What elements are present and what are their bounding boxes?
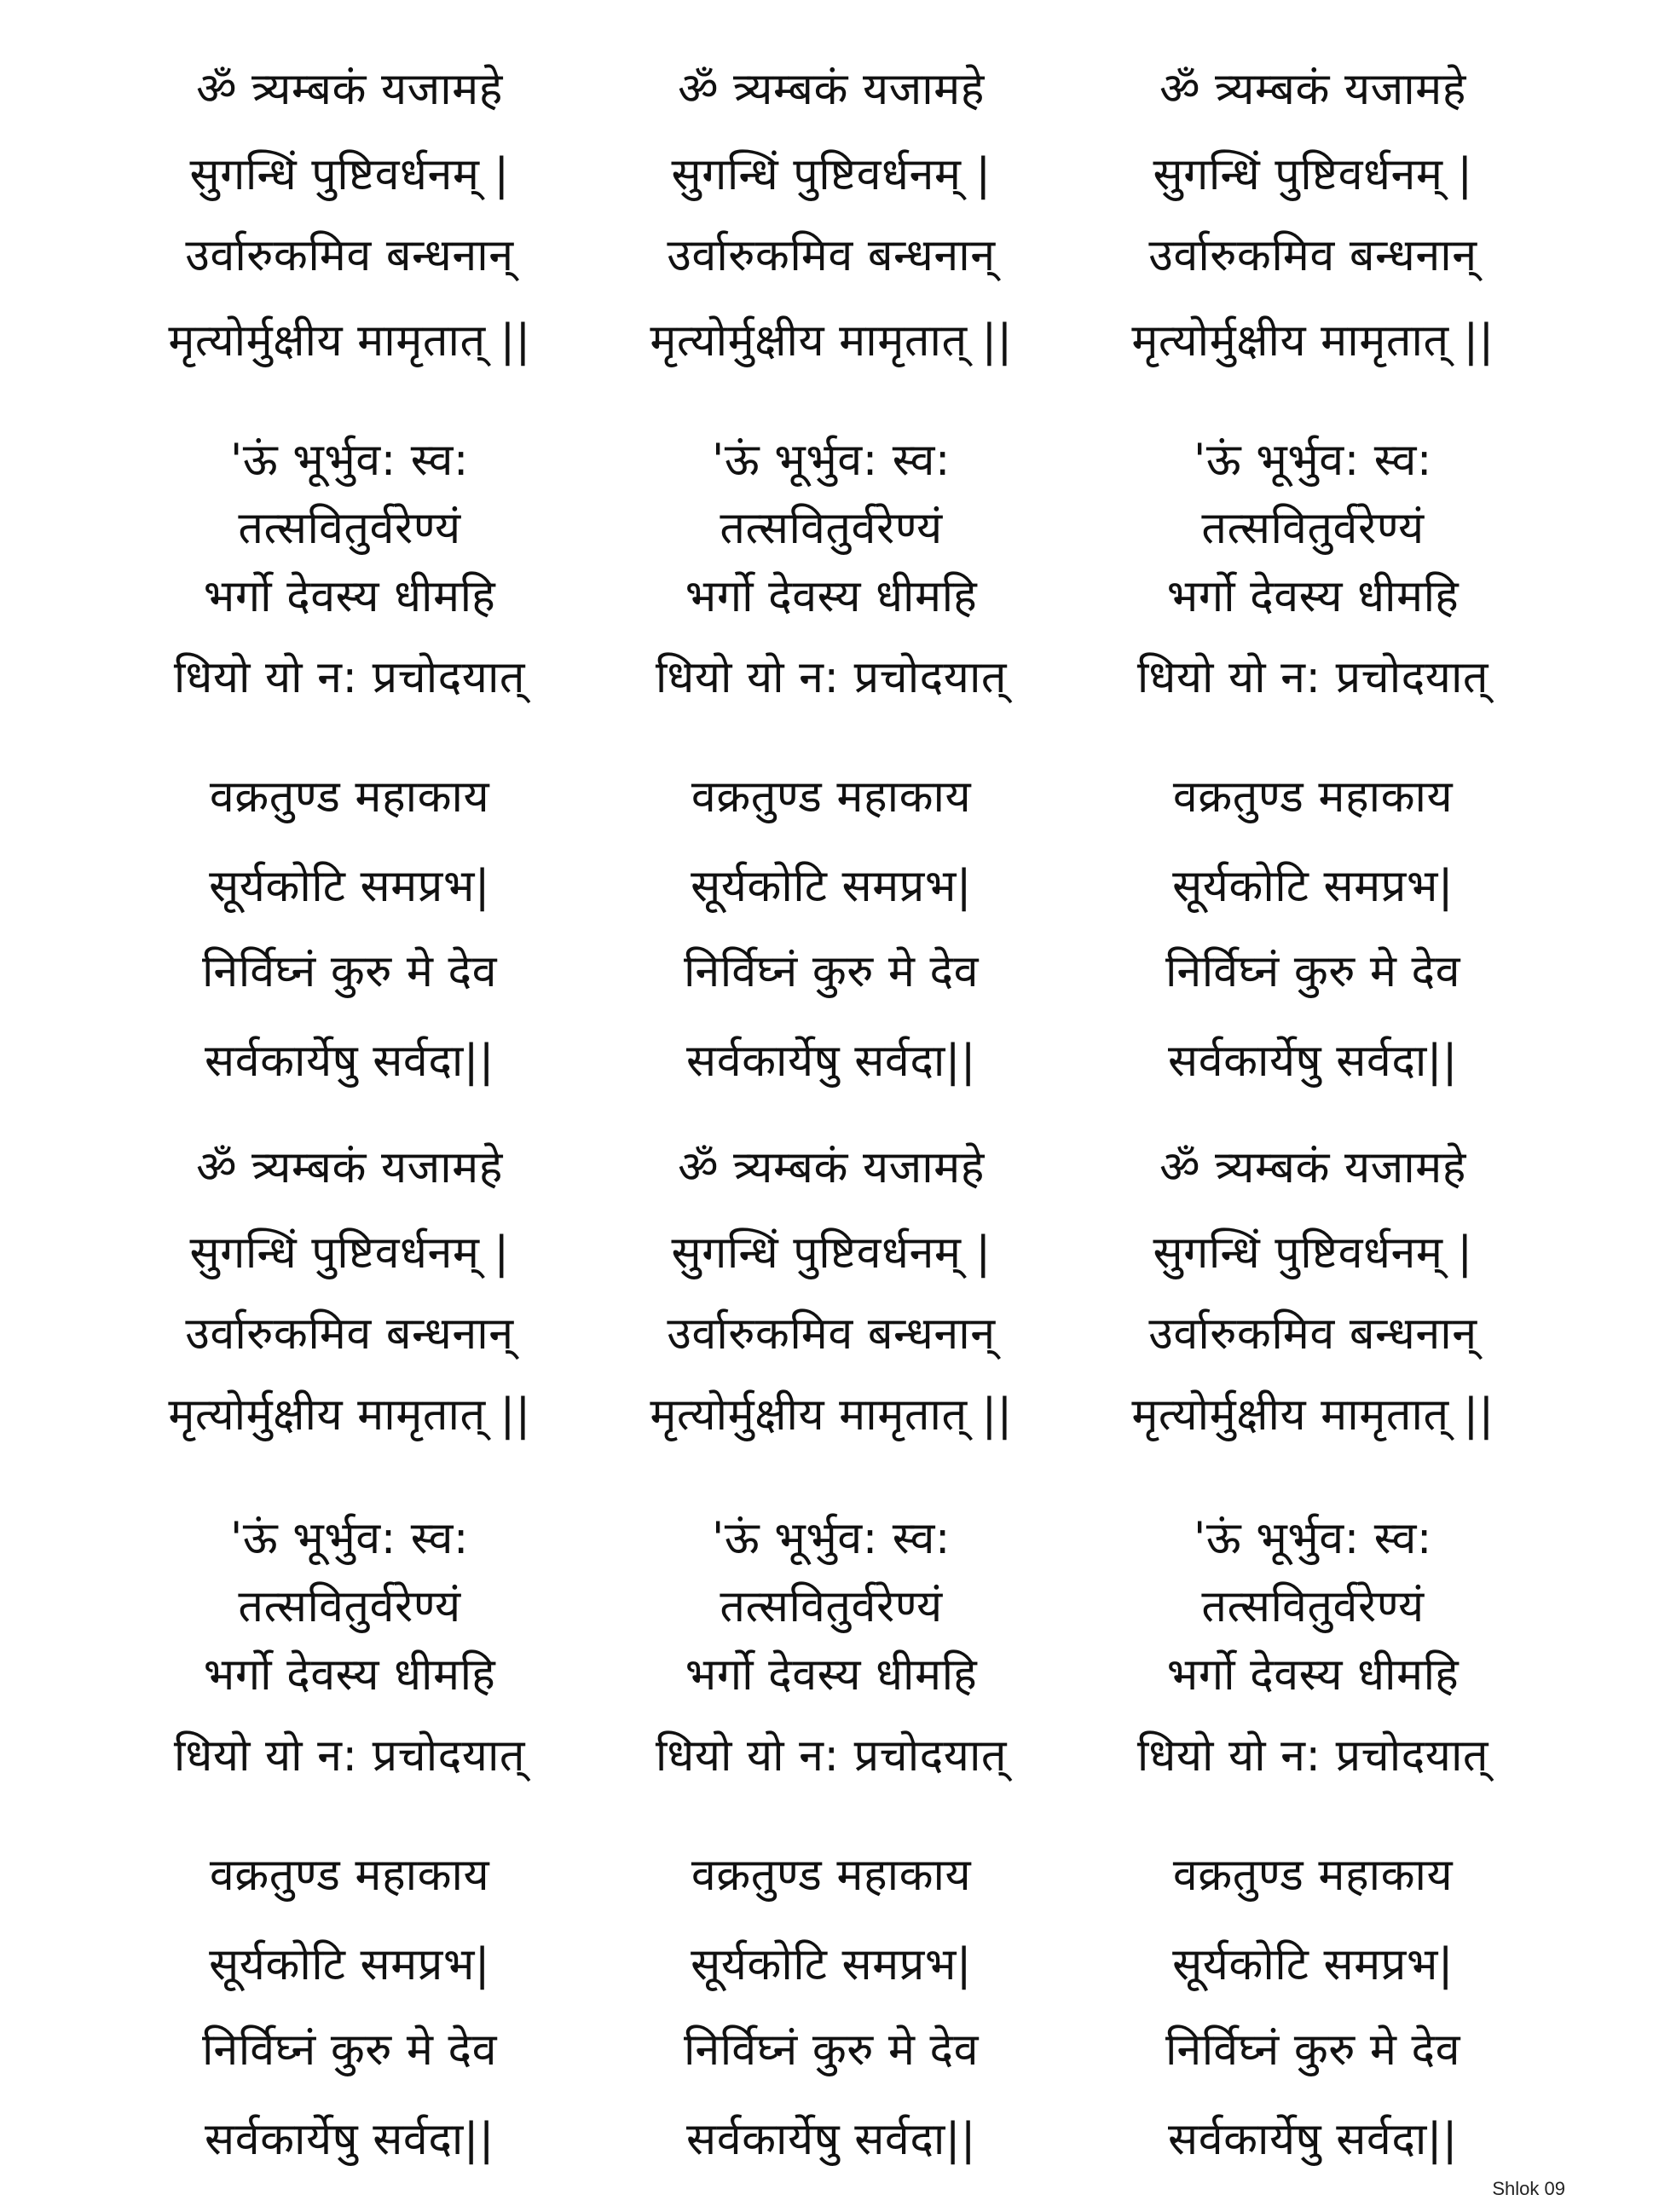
shlok-line: धियो यो न: प्रचोदयात् (1136, 1730, 1489, 1782)
shlok-line: सुगन्धिं पुष्टिवर्धनम् | (189, 149, 510, 200)
shlok-line: सूर्यकोटि समप्रभ| (691, 1939, 972, 1990)
shlok-line: सर्वकार्येषु सर्वदा|| (686, 1036, 976, 1087)
page-label: Shlok 09 (1492, 2178, 1565, 2199)
shlok-line: निर्विघ्नं कुरु मे देव (201, 946, 498, 997)
shlok-line: उर्वारुकमिव बन्धनान् (1148, 230, 1477, 281)
shlok-line: तत्सवितुर्वरेण्यं (238, 503, 461, 554)
shlok-line: ॐ त्र्यम्बकं यजामहे (678, 1142, 985, 1193)
shlok-line: सुगन्धिं पुष्टिवर्धनम् | (189, 1227, 510, 1279)
shlok-line: 'ऊं भूर्भुव: स्व: (712, 435, 951, 486)
shlok-line: सर्वकार्येषु सर्वदा|| (686, 2114, 976, 2165)
shlok-line: निर्विघ्नं कुरु मे देव (1165, 946, 1461, 997)
shlok-line: सर्वकार्येषु सर्वदा|| (205, 2114, 494, 2165)
shlok-line: तत्सवितुर्वरेण्यं (1201, 503, 1425, 554)
shlok-line: मृत्योर्मुक्षीय मामृतात् || (650, 1389, 1013, 1441)
shlok-line: सर्वकार्येषु सर्वदा|| (205, 1036, 494, 1087)
shlok-line: सुगन्धिं पुष्टिवर्धनम् | (1153, 1227, 1473, 1279)
shlok-line: 'ऊं भूर्भुव: स्व: (1194, 1513, 1432, 1564)
shlok-line: ॐ त्र्यम्बकं यजामहे (196, 64, 503, 115)
column-1 (77, 0, 622, 2212)
shlok-line: सुगन्धिं पुष्टिवर्धनम् | (671, 1227, 991, 1279)
shlok-line: तत्सवितुर्वरेण्यं (720, 503, 943, 554)
shlok-line: मृत्योर्मुक्षीय मामृतात् || (1131, 315, 1494, 367)
shlok-line: भर्गो देवस्य धीमहि (203, 1649, 496, 1701)
shlok-line: उर्वारुकमिव बन्धनान् (667, 230, 996, 281)
shlok-line: मृत्योर्मुक्षीय मामृतात् || (168, 315, 531, 367)
shlok-line: मृत्योर्मुक्षीय मामृतात् || (168, 1389, 531, 1441)
shlok-line: भर्गो देवस्य धीमहि (685, 571, 978, 622)
shlok-line: निर्विघ्नं कुरु मे देव (683, 2024, 980, 2076)
shlok-line: 'ऊं भूर्भुव: स्व: (230, 435, 469, 486)
shlok-line: ॐ त्र्यम्बकं यजामहे (1159, 64, 1466, 115)
shlok-line: ॐ त्र्यम्बकं यजामहे (196, 1142, 503, 1193)
shlok-line: भर्गो देवस्य धीमहि (685, 1649, 978, 1701)
shlok-line: धियो यो न: प्रचोदयात् (655, 1730, 1008, 1782)
shlok-line: वक्रतुण्ड महाकाय (691, 1850, 972, 1901)
shlok-line: तत्सवितुर्वरेण्यं (720, 1581, 943, 1632)
shlok-line: सुगन्धिं पुष्टिवर्धनम् | (671, 149, 991, 200)
shlok-line: सूर्यकोटि समप्रभ| (209, 1939, 490, 1990)
column-2 (558, 0, 1104, 2212)
shlok-line: भर्गो देवस्य धीमहि (1166, 1649, 1460, 1701)
shlok-line: वक्रतुण्ड महाकाय (1172, 771, 1454, 823)
shlok-line: सर्वकार्येषु सर्वदा|| (1168, 2114, 1458, 2165)
shlok-line: ॐ त्र्यम्बकं यजामहे (1159, 1142, 1466, 1193)
shlok-line: धियो यो न: प्रचोदयात् (1136, 652, 1489, 703)
shlok-line: वक्रतुण्ड महाकाय (1172, 1850, 1454, 1901)
shlok-line: भर्गो देवस्य धीमहि (203, 571, 496, 622)
shlok-line: तत्सवितुर्वरेण्यं (238, 1581, 461, 1632)
shlok-line: सुगन्धिं पुष्टिवर्धनम् | (1153, 149, 1473, 200)
shlok-line: सूर्यकोटि समप्रभ| (209, 861, 490, 912)
shlok-line: सूर्यकोटि समप्रभ| (691, 861, 972, 912)
shlok-line: सूर्यकोटि समप्रभ| (1172, 1939, 1454, 1990)
shlok-line: सर्वकार्येषु सर्वदा|| (1168, 1036, 1458, 1087)
shlok-line: धियो यो न: प्रचोदयात् (655, 652, 1008, 703)
shlok-line: उर्वारुकमिव बन्धनान् (1148, 1308, 1477, 1360)
shlok-line: उर्वारुकमिव बन्धनान् (185, 1308, 514, 1360)
shlok-line: धियो यो न: प्रचोदयात् (173, 1730, 526, 1782)
shlok-line: वक्रतुण्ड महाकाय (209, 1850, 490, 1901)
shlok-line: उर्वारुकमिव बन्धनान् (667, 1308, 996, 1360)
shlok-line: मृत्योर्मुक्षीय मामृतात् || (1131, 1389, 1494, 1441)
shlok-line: ॐ त्र्यम्बकं यजामहे (678, 64, 985, 115)
shlok-line: सूर्यकोटि समप्रभ| (1172, 861, 1454, 912)
shlok-line: 'ऊं भूर्भुव: स्व: (712, 1513, 951, 1564)
shlok-line: तत्सवितुर्वरेण्यं (1201, 1581, 1425, 1632)
shlok-line: वक्रतुण्ड महाकाय (691, 771, 972, 823)
shlok-line: 'ऊं भूर्भुव: स्व: (230, 1513, 469, 1564)
shlok-line: धियो यो न: प्रचोदयात् (173, 652, 526, 703)
shlok-line: निर्विघ्नं कुरु मे देव (1165, 2024, 1461, 2076)
column-3 (1040, 0, 1586, 2212)
shlok-line: वक्रतुण्ड महाकाय (209, 771, 490, 823)
shlok-line: उर्वारुकमिव बन्धनान् (185, 230, 514, 281)
shlok-line: निर्विघ्नं कुरु मे देव (201, 2024, 498, 2076)
shlok-line: 'ऊं भूर्भुव: स्व: (1194, 435, 1432, 486)
shlok-line: निर्विघ्नं कुरु मे देव (683, 946, 980, 997)
shlok-line: मृत्योर्मुक्षीय मामृतात् || (650, 315, 1013, 367)
shlok-line: भर्गो देवस्य धीमहि (1166, 571, 1460, 622)
